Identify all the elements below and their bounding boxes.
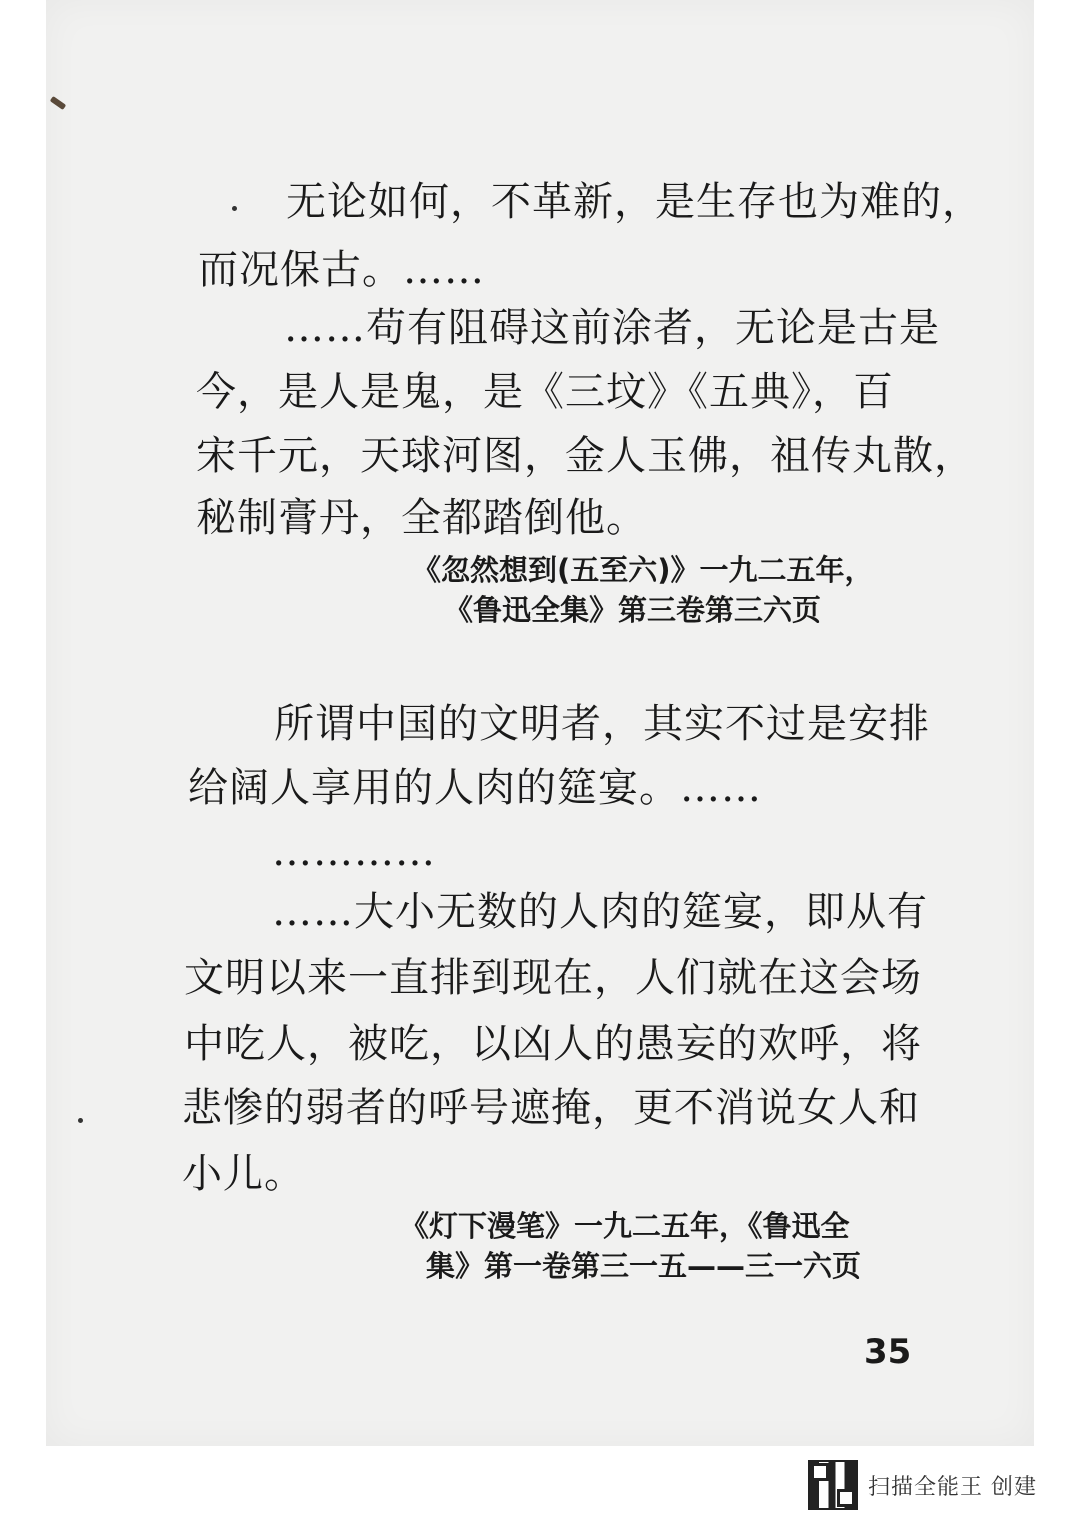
paragraph-line: 宋千元，天球河图，金人玉佛，祖传丸散， bbox=[196, 433, 975, 479]
paragraph-line: 而况保古。…… bbox=[198, 247, 485, 293]
paragraph-line: 悲惨的弱者的呼号遮掩，更不消说女人和 bbox=[182, 1085, 920, 1131]
paragraph-line: ……大小无数的人肉的筵宴，即从有 bbox=[272, 889, 928, 935]
paragraph-line: 给阔人享用的人肉的筵宴。…… bbox=[188, 765, 762, 811]
citation-line: 集》第一卷第三一五——三一六页 bbox=[426, 1249, 862, 1283]
paragraph-line: ………… bbox=[272, 829, 436, 875]
citation-line: 《忽然想到(五至六)》一九二五年， bbox=[412, 553, 874, 587]
citation-line: 《灯下漫笔》一九二五年，《鲁迅全 bbox=[400, 1209, 850, 1243]
paragraph-line: 无论如何，不革新，是生存也为难的， bbox=[286, 179, 983, 225]
paragraph-line: 秘制膏丹，全都踏倒他。 bbox=[196, 495, 647, 541]
paragraph-line: 小儿。 bbox=[182, 1151, 305, 1197]
paragraph-line: ……苟有阻碍这前涂者，无论是古是 bbox=[284, 305, 940, 351]
citation-line: 《鲁迅全集》第三卷第三六页 bbox=[444, 593, 822, 627]
page-number: 35 bbox=[864, 1332, 912, 1372]
qr-code-icon bbox=[808, 1460, 858, 1510]
scanner-watermark bbox=[808, 1460, 1037, 1510]
paragraph-line: 中吃人，被吃，以凶人的愚妄的欢呼，将 bbox=[184, 1021, 922, 1067]
paragraph-line: 所谓中国的文明者，其实不过是安排 bbox=[274, 701, 930, 747]
stray-dot bbox=[232, 206, 237, 211]
watermark-text: 扫描全能王 创建 bbox=[868, 1474, 1037, 1500]
stray-dot bbox=[78, 1118, 83, 1123]
paragraph-line: 今，是人是鬼，是《三坟》《五典》，百 bbox=[196, 369, 894, 415]
paragraph-line: 文明以来一直排到现在，人们就在这会场 bbox=[184, 955, 922, 1001]
